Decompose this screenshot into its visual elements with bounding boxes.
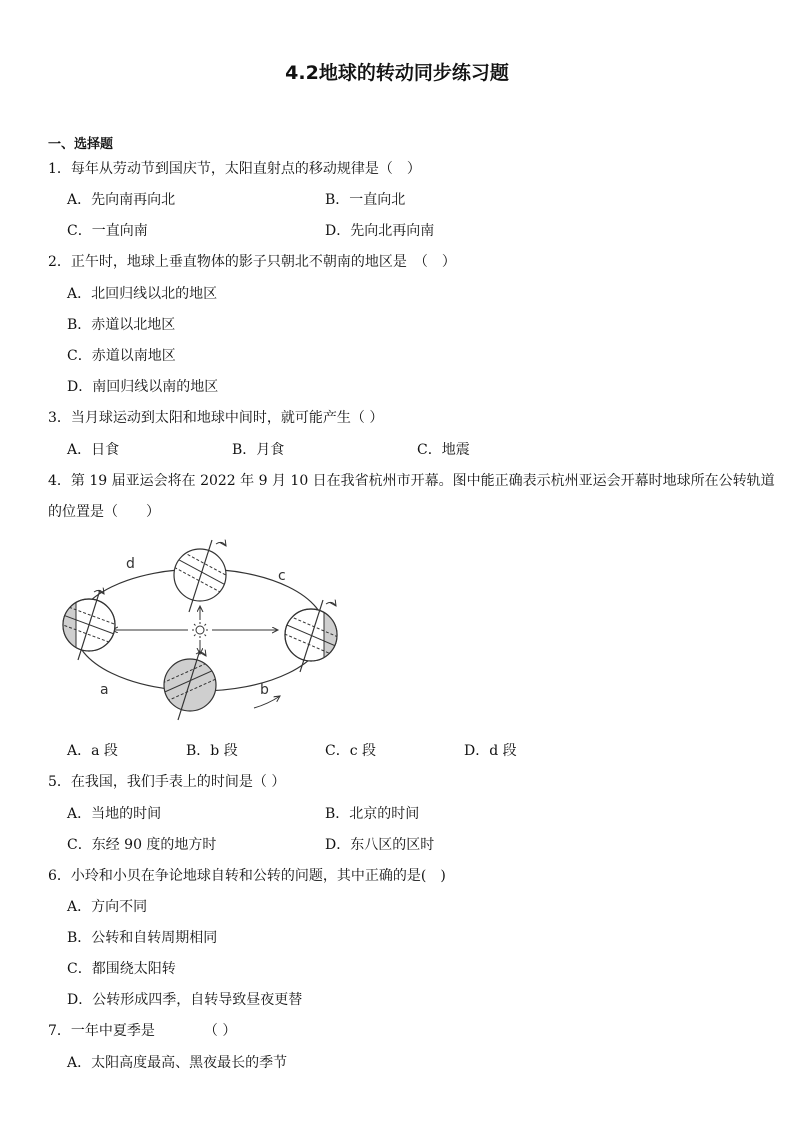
question-3-stem: 3．当月球运动到太阳和地球中间时，就可能产生（ ）	[48, 410, 384, 426]
orbit-label-c: c	[278, 568, 286, 584]
question-6-option-c: C．都围绕太阳转	[67, 961, 176, 977]
question-2-option-c: C．赤道以南地区	[67, 348, 176, 364]
orbit-label-d: d	[126, 556, 135, 572]
question-5-stem: 5．在我国，我们手表上的时间是（ ）	[48, 774, 286, 790]
question-6-option-a: A．方向不同	[67, 899, 148, 915]
question-4-option-a: A．a 段	[67, 743, 118, 759]
question-1-option-b: B．一直向北	[325, 192, 406, 208]
question-4-option-c: C．c 段	[325, 743, 377, 759]
question-7-option-a: A．太阳高度最高、黑夜最长的季节	[67, 1055, 288, 1071]
question-5-option-b: B．北京的时间	[325, 806, 420, 822]
question-2-option-b: B．赤道以北地区	[67, 317, 176, 333]
question-1-option-c: C．一直向南	[67, 223, 148, 239]
question-6-option-d: D．公转形成四季，自转导致昼夜更替	[67, 992, 303, 1008]
question-5-option-c: C．东经 90 度的地方时	[67, 837, 217, 853]
question-1-option-d: D．先向北再向南	[325, 223, 435, 239]
earth-right-icon	[280, 600, 345, 672]
page-title: 4.2地球的转动同步练习题	[285, 62, 509, 84]
section-heading: 一、选择题	[48, 137, 114, 152]
question-4-stem-line-2: 的位置是（ ）	[48, 504, 160, 520]
question-3-option-a: A．日食	[67, 442, 120, 458]
orbit-label-a: a	[100, 682, 109, 698]
question-4-option-b: B．b 段	[186, 743, 238, 759]
question-1-option-a: A．先向南再向北	[67, 192, 176, 208]
question-6-option-b: B．公转和自转周期相同	[67, 930, 218, 946]
question-2-option-a: A．北回归线以北的地区	[67, 286, 218, 302]
question-2-option-d: D．南回归线以南的地区	[67, 379, 219, 395]
question-4-stem-line-1: 4．第 19 届亚运会将在 2022 年 9 月 10 日在我省杭州市开幕。图中能正确表示杭州亚运会开幕时地球所在公转轨道	[48, 473, 775, 489]
earth-left-icon	[55, 590, 125, 660]
question-5-option-a: A．当地的时间	[67, 806, 162, 822]
earth-top-icon	[170, 540, 235, 612]
earth-orbit-diagram	[40, 530, 350, 730]
question-5-option-d: D．东八区的区时	[325, 837, 435, 853]
question-4-option-d: D．d 段	[464, 743, 517, 759]
orbit-label-b: b	[260, 682, 269, 698]
earth-bottom-icon	[158, 650, 225, 720]
sun-icon	[192, 622, 208, 638]
question-2-stem: 2．正午时，地球上垂直物体的影子只朝北不朝南的地区是 （ ）	[48, 254, 456, 270]
question-6-stem: 6．小玲和小贝在争论地球自转和公转的问题，其中正确的是( )	[48, 868, 446, 884]
question-3-option-c: C．地震	[417, 442, 470, 458]
question-1-stem: 1．每年从劳动节到国庆节，太阳直射点的移动规律是（ ）	[48, 161, 421, 177]
question-3-option-b: B．月食	[232, 442, 285, 458]
question-7-stem: 7．一年中夏季是 （ ）	[48, 1023, 237, 1039]
